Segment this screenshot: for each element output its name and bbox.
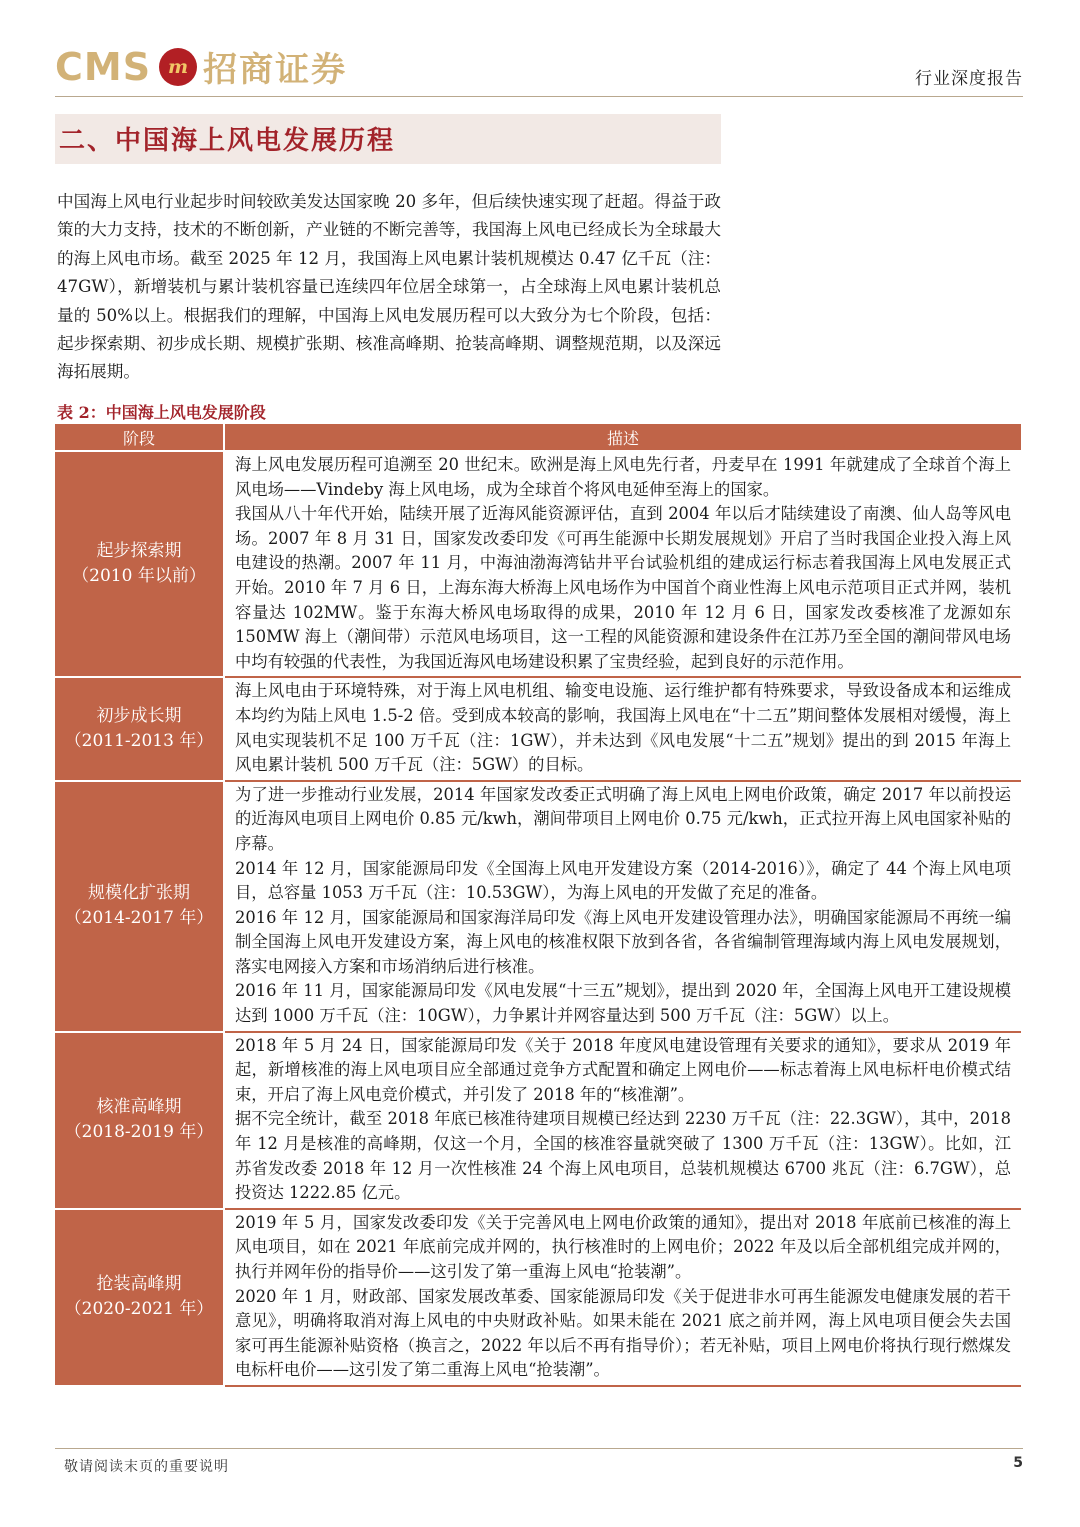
description-cell [225, 782, 1021, 1033]
logo-chinese-text: 招商证券 [203, 50, 348, 90]
description-paragraph: 2014 年 12 月，国家能源局印发《全国海上风电开发建设方案（2014-2016）》，确定了 44 个海上风电项目，总容量 1053 万千瓦（注：10.53GW），为海上风电的开发做了充足的准备。 [235, 858, 1011, 903]
description-paragraph: 海上风电由于环境特殊，对于海上风电机组、输变电设施、运行维护都有特殊要求，导致设备成本和运维成本均约为陆上风电 1.5-2 倍。受到成本较高的影响，我国海上风电在“十二五”期间整体发展相对缓慢，海上风电实现装机不足 100 万千瓦（注：1GW），并未达到《风电发展“十二五”规划》提出的到 2015 年海上风电累计装机 500 万千瓦（注：5GW）的目标。 [235, 681, 1011, 775]
header-stage: 阶段 [55, 424, 225, 452]
page-header [55, 38, 1023, 94]
stage-name: 核准高峰期 [96, 1097, 182, 1118]
report-type-label: 行业深度报告 [915, 69, 1023, 89]
table-caption: 表 2：中国海上风电发展阶段 [57, 403, 266, 422]
stage-name: 初步成长期 [96, 706, 182, 727]
stage-period: （2011-2013 年） [64, 731, 214, 752]
table-row [55, 678, 1021, 781]
stage-cell [55, 782, 225, 1033]
stage-period: （2020-2021 年） [64, 1299, 214, 1320]
description-cell [225, 1033, 1021, 1210]
table-row [55, 1210, 1021, 1387]
stage-cell [55, 678, 225, 781]
description-paragraph: 2020 年 1 月，财政部、国家发展改革委、国家能源局印发《关于促进非水可再生能源发电健康发展的若干意见》，明确将取消对海上风电的中央财政补贴。如果未能在 2021 底之前并网，海上风电项目便会失去国家可再生能源补贴资格（换言之，2022 年以后不再有指导价）；若无补贴，项目上网电价将执行现行燃煤发电标杆电价——这引发了第二重海上风电“抢装潮”。 [235, 1286, 1011, 1380]
logo-emblem-icon: m [159, 48, 197, 86]
description-paragraph: 2016 年 11 月，国家能源局印发《风电发展“十三五”规划》，提出到 2020 年，全国海上风电开工建设规模达到 1000 万千瓦（注：10GW），力争累计并网容量达到 500 万千瓦（注：5GW）以上。 [235, 981, 1011, 1026]
stages-table [55, 424, 1021, 1387]
stage-period: （2014-2017 年） [64, 908, 214, 929]
intro-paragraph: 中国海上风电行业起步时间较欧美发达国家晚 20 多年，但后续快速实现了赶超。得益于政策的大力支持，技术的不断创新，产业链的不断完善等，我国海上风电已经成长为全球最大的海上风电市场。截至 2025 年 12 月，我国海上风电累计装机规模达 0.47 亿千瓦（注：47GW），新增装机与累计装机容量已连续四年位居全球第一，占全球海上风电累计装机总量的 50%以上。根据我们的理解，中国海上风电发展历程可以大致分为七个阶段，包括：起步探索期、初步成长期、规模扩张期、核准高峰期、抢装高峰期、调整规范期，以及深远海拓展期。 [57, 192, 721, 382]
section-title-bar [55, 114, 721, 164]
section-title: 二、中国海上风电发展历程 [59, 126, 396, 156]
stage-cell [55, 1210, 225, 1387]
stage-name: 规模化扩张期 [88, 883, 190, 904]
description-paragraph: 2018 年 5 月 24 日，国家能源局印发《关于 2018 年度风电建设管理有关要求的通知》，要求从 2019 年起，新增核准的海上风电项目应全部通过竞争方式配置和确定上网电价——标志着海上风电标杆电价模式结束，开启了海上风电竞价模式，并引发了 2018 年的“核准潮”。 [235, 1035, 1011, 1104]
stage-name: 起步探索期 [96, 541, 182, 562]
description-paragraph: 我国从八十年代开始，陆续开展了近海风能资源评估，直到 2004 年以后才陆续建设了南澳、仙人岛等风电场。2007 年 8 月 31 日，国家发改委印发《可再生能源中长期发展规划》开启了当时我国企业投入海上风电建设的热潮。2007 年 11 月，中海油渤海湾钻井平台试验机组的建成运行标志着我国海上风电发展正式开始。2010 年 7 月 6 日，上海东海大桥海上风电场作为中国首个商业性海上风电示范项目正式并网，装机容量达 102MW。鉴于东海大桥风电场取得的成果，2010 年 12 月 6 日，国家发改委核准了龙源如东 150MW 海上（潮间带）示范风电场项目，这一工程的风能资源和建设条件在江苏乃至全国的潮间带风电场中均有较强的代表性，为我国近海风电场建设积累了宝贵经验，起到良好的示范作用。 [235, 504, 1011, 671]
table-row [55, 452, 1021, 678]
description-paragraph: 2016 年 12 月，国家能源局和国家海洋局印发《海上风电开发建设管理办法》，明确国家能源局不再统一编制全国海上风电开发建设方案，海上风电的核准权限下放到各省，各省编制管理海域内海上风电发展规划，落实电网接入方案和市场消纳后进行核准。 [235, 907, 1011, 976]
header-desc: 描述 [225, 424, 1021, 452]
description-paragraph: 为了进一步推动行业发展，2014 年国家发改委正式明确了海上风电上网电价政策，确定 2017 年以前投运的近海风电项目上网电价 0.85 元/kwh，潮间带项目上网电价 0.75 元/kwh，正式拉开海上风电国家补贴的序幕。 [235, 784, 1011, 853]
description-paragraph: 2019 年 5 月，国家发改委印发《关于完善风电上网电价政策的通知》，提出对 2018 年底前已核准的海上风电项目，如在 2021 年底前完成并网的，执行核准时的上网电价；2022 年及以后全部机组完成并网的，执行并网年份的指导价——这引发了第一重海上风电“抢装潮”。 [235, 1212, 1011, 1281]
table-row [55, 782, 1021, 1033]
stage-cell [55, 1033, 225, 1210]
logo-latin-text: CMS [55, 44, 152, 89]
cms-logo [55, 42, 347, 91]
description-cell [225, 1210, 1021, 1387]
header-divider [55, 96, 1023, 97]
table-header-row [55, 424, 1021, 452]
table-row [55, 1033, 1021, 1210]
description-cell [225, 452, 1021, 678]
stage-period: （2018-2019 年） [64, 1122, 214, 1143]
stage-period: （2010 年以前） [72, 566, 206, 587]
description-paragraph: 海上风电发展历程可追溯至 20 世纪末。欧洲是海上风电先行者，丹麦早在 1991 年就建成了全球首个海上风电场——Vindeby 海上风电场，成为全球首个将风电延伸至海上的国家。 [235, 455, 1011, 499]
description-paragraph: 据不完全统计，截至 2018 年底已核准待建项目规模已经达到 2230 万千瓦（注：22.3GW），其中，2018 年 12 月是核准的高峰期，仅这一个月，全国的核准容量就突破了 1300 万千瓦（注：13GW）。比如，江苏省发改委 2018 年 12 月一次性核准 24 个海上风电项目，总装机规模达 6700 兆瓦（注：6.7GW），总投资达 1222.85 亿元。 [235, 1109, 1011, 1203]
page-number: 5 [1013, 1455, 1023, 1471]
description-cell [225, 678, 1021, 781]
table-body [55, 452, 1021, 1387]
stage-name: 抢装高峰期 [96, 1274, 182, 1295]
stage-cell [55, 452, 225, 678]
footer-disclaimer: 敬请阅读末页的重要说明 [64, 1459, 229, 1475]
footer-divider [55, 1448, 1023, 1449]
